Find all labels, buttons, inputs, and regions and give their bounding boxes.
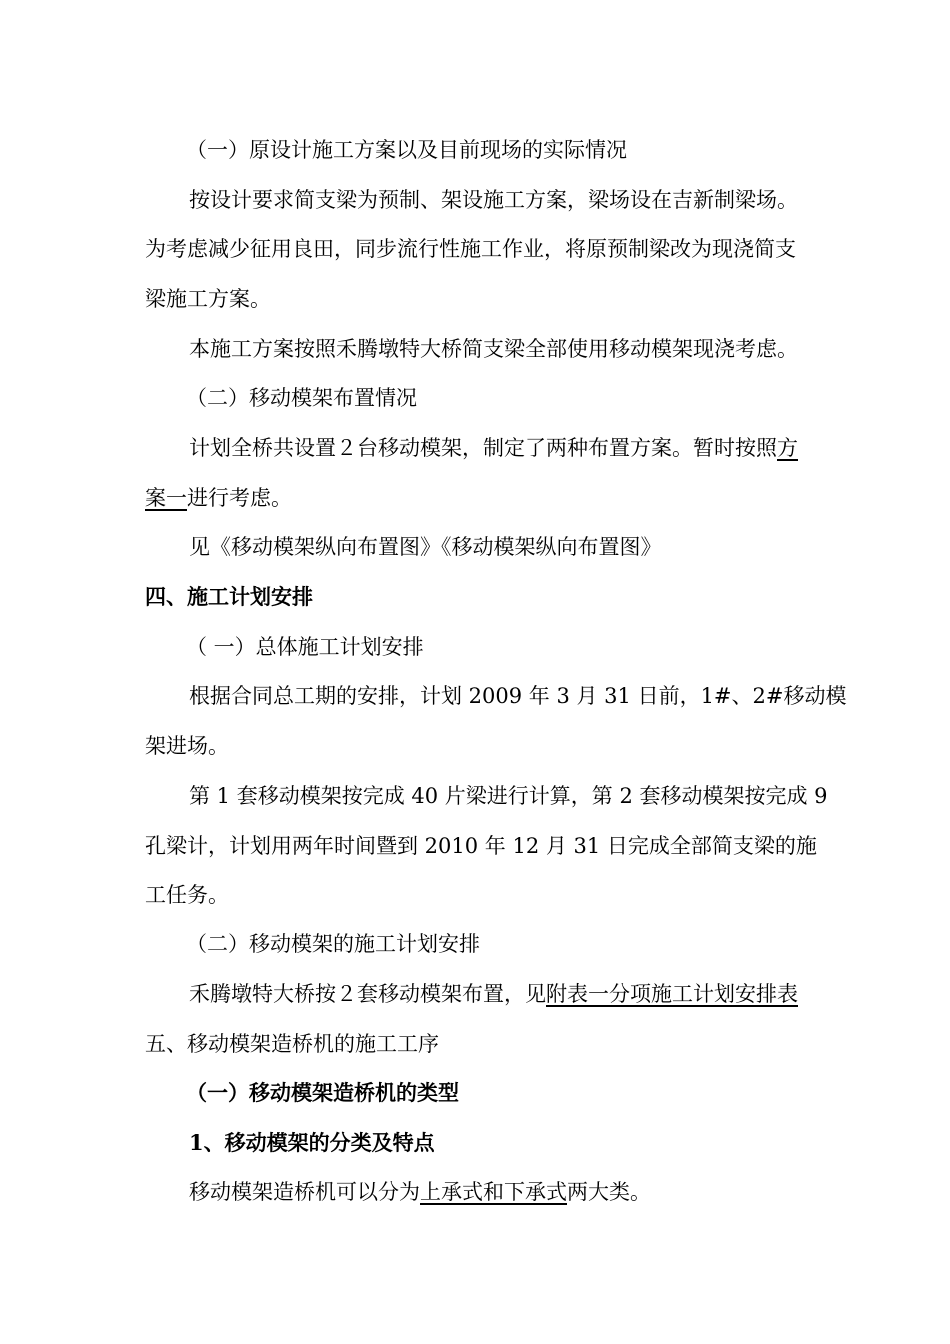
paragraph-line: 孔梁计，计划用两年时间暨到 2010 年 12 月 31 日完成全部简支梁的施 bbox=[145, 834, 817, 858]
paragraph-line: 见《移动模架纵向布置图》《移动模架纵向布置图》 bbox=[189, 535, 662, 559]
paragraph-line: 按设计要求简支梁为预制、架设施工方案，梁场设在吉新制梁场。 bbox=[189, 188, 798, 212]
paragraph-line bbox=[189, 433, 798, 463]
section-heading-formwork-schedule: （二）移动模架的施工计划安排 bbox=[186, 932, 480, 956]
paragraph-line bbox=[145, 483, 292, 513]
paragraph-line: 为考虑减少征用良田，同步流行性施工作业，将原预制梁改为现浇简支 bbox=[145, 237, 796, 261]
machine-types-link[interactable]: 上承式和下承式 bbox=[420, 1180, 567, 1204]
paragraph-line: 根据合同总工期的安排，计划 2009 年 3 月 31 日前，1#、2#移动模 bbox=[189, 684, 847, 708]
paragraph-text: 进行考虑。 bbox=[187, 486, 292, 510]
paragraph-text: 移动模架造桥机可以分为 bbox=[189, 1180, 420, 1204]
chapter-heading-construction-plan: 四、施工计划安排 bbox=[145, 584, 313, 609]
plan-one-link[interactable]: 方 bbox=[777, 436, 798, 460]
plan-one-link[interactable]: 案一 bbox=[145, 486, 187, 510]
paragraph-line: 本施工方案按照禾腾墩特大桥简支梁全部使用移动模架现浇考虑。 bbox=[189, 337, 798, 361]
section-heading-layout: （二）移动模架布置情况 bbox=[186, 386, 417, 410]
section-heading-original-plan: （一）原设计施工方案以及目前现场的实际情况 bbox=[186, 138, 627, 162]
schedule-table-link[interactable]: 附表一分项施工计划安排表 bbox=[546, 982, 798, 1006]
paragraph-text: 两大类。 bbox=[567, 1180, 651, 1204]
section-heading-overall-plan: （ 一）总体施工计划安排 bbox=[186, 635, 424, 659]
paragraph-text: 计划全桥共设置２台移动模架，制定了两种布置方案。暂时按照 bbox=[189, 436, 777, 460]
paragraph-line bbox=[189, 979, 798, 1009]
section-heading-machine-types: （一）移动模架造桥机的类型 bbox=[186, 1080, 459, 1105]
paragraph-line: 架进场。 bbox=[145, 734, 229, 758]
paragraph-line: 工任务。 bbox=[145, 883, 229, 907]
paragraph-line bbox=[189, 1177, 651, 1207]
subsection-heading-classification: 1、移动模架的分类及特点 bbox=[189, 1130, 435, 1155]
chapter-heading-procedure: 五、移动模架造桥机的施工工序 bbox=[145, 1032, 439, 1056]
paragraph-line: 第 1 套移动模架按完成 40 片梁进行计算，第 2 套移动模架按完成 9 bbox=[189, 784, 828, 808]
paragraph-text: 禾腾墩特大桥按２套移动模架布置，见 bbox=[189, 982, 546, 1006]
paragraph-line: 梁施工方案。 bbox=[145, 287, 271, 311]
